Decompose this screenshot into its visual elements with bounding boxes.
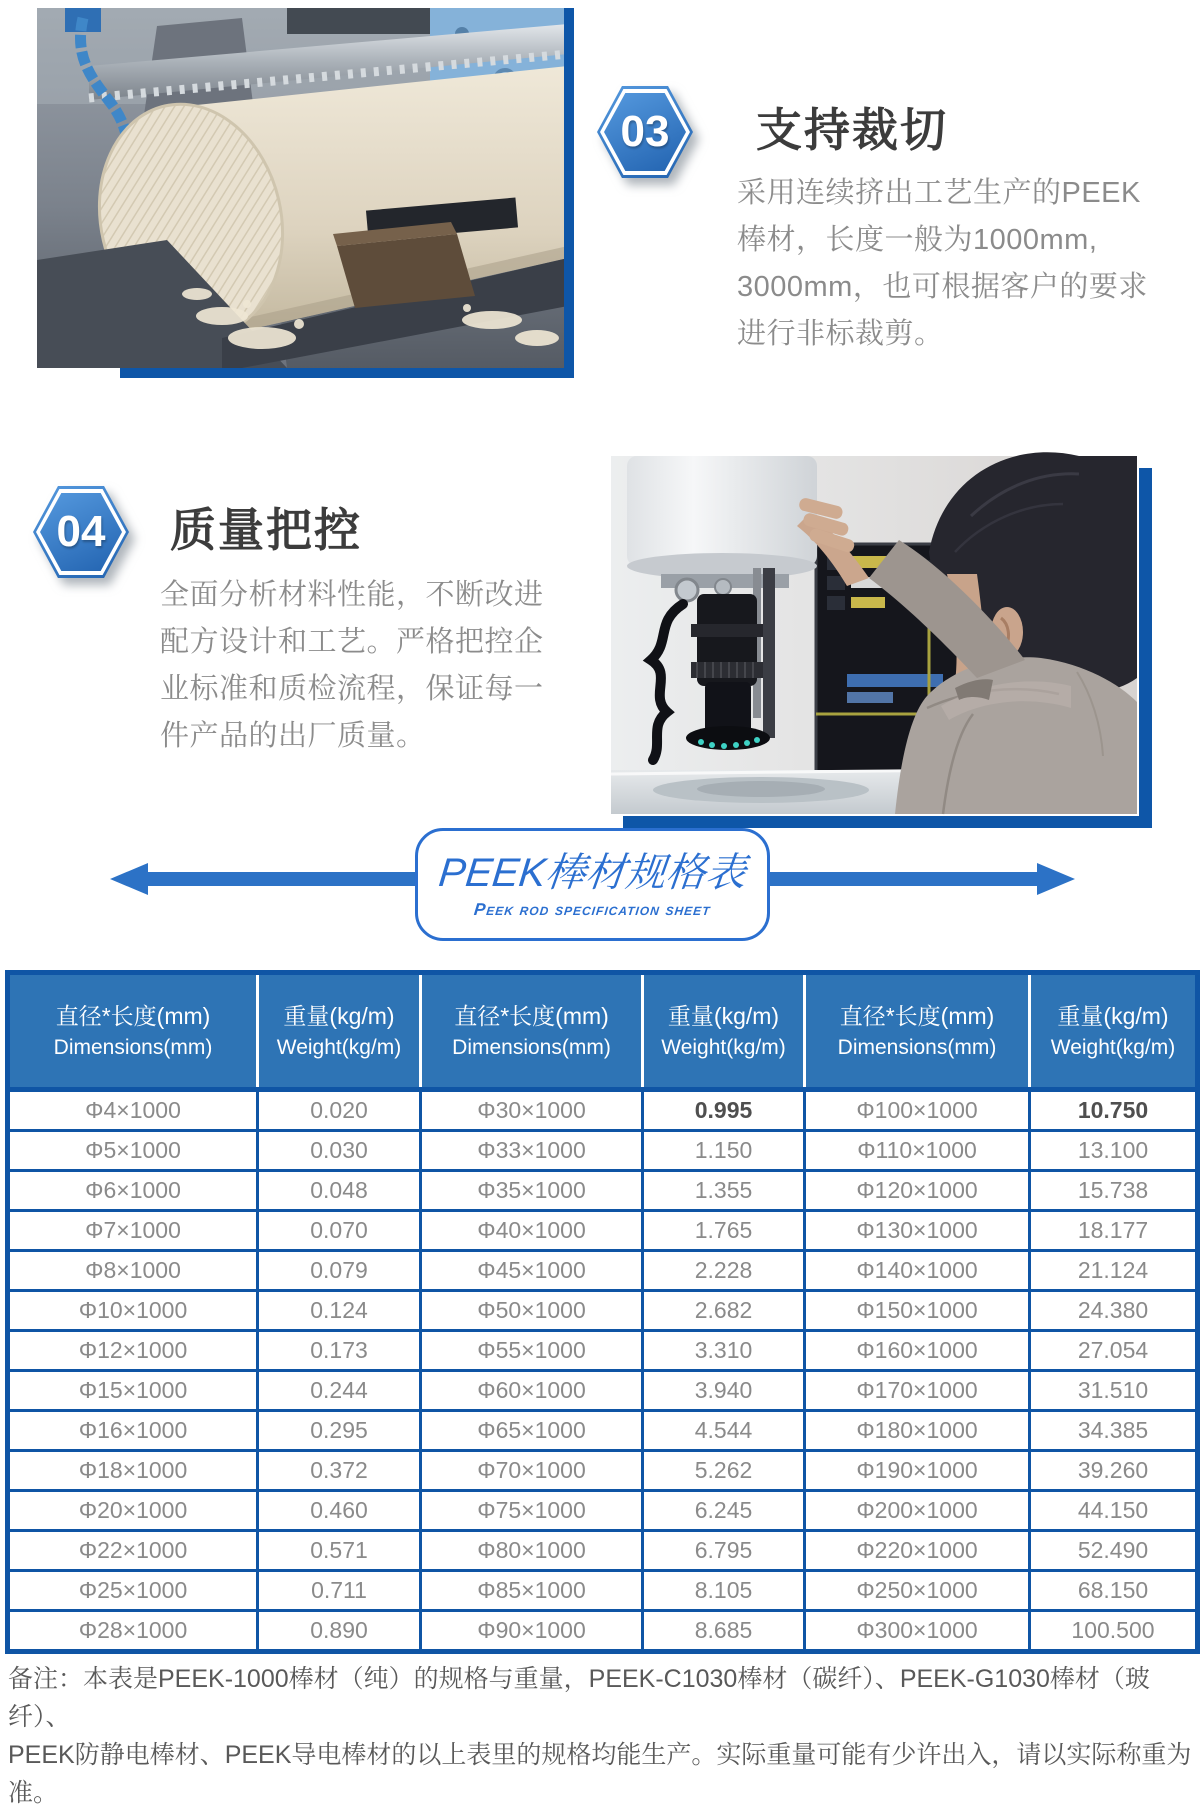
spec-row <box>8 1531 1198 1571</box>
dimension-cell: Φ25×1000 <box>8 1571 258 1611</box>
dimension-cell: Φ80×1000 <box>421 1531 643 1571</box>
dimension-cell: Φ18×1000 <box>8 1451 258 1491</box>
header-label-en: Dimensions(mm) <box>53 1035 213 1059</box>
weight-cell: 0.295 <box>258 1411 421 1451</box>
text-line: 进行非标裁剪。 <box>737 318 944 350</box>
section-body-quality <box>160 572 544 760</box>
weight-cell: 18.177 <box>1030 1211 1198 1251</box>
spec-row <box>8 1171 1198 1211</box>
weight-cell: 24.380 <box>1030 1291 1198 1331</box>
weight-cell: 1.150 <box>643 1131 805 1171</box>
weight-cell: 13.100 <box>1030 1131 1198 1171</box>
dimension-cell: Φ15×1000 <box>8 1371 258 1411</box>
dimension-cell: Φ150×1000 <box>805 1291 1030 1331</box>
col-header-weight <box>258 973 421 1090</box>
dimension-cell: Φ5×1000 <box>8 1131 258 1171</box>
dimension-cell: Φ16×1000 <box>8 1411 258 1451</box>
dimension-cell: Φ33×1000 <box>421 1131 643 1171</box>
table-footnote <box>8 1660 1198 1812</box>
weight-cell: 0.079 <box>258 1251 421 1291</box>
spec-row <box>8 1611 1198 1652</box>
inspection-photo-illustration <box>611 456 1137 814</box>
spec-table-body <box>8 1090 1198 1652</box>
dimension-cell: Φ35×1000 <box>421 1171 643 1211</box>
text-line: 3000mm，也可根据客户的要求 <box>737 271 1148 303</box>
dimension-cell: Φ8×1000 <box>8 1251 258 1291</box>
weight-cell: 0.460 <box>258 1491 421 1531</box>
header-label-zh: 直径*长度(mm) <box>839 1002 995 1029</box>
cutting-photo-illustration <box>37 8 568 368</box>
spec-row <box>8 1491 1198 1531</box>
weight-cell: 0.372 <box>258 1451 421 1491</box>
dimension-cell: Φ65×1000 <box>421 1411 643 1451</box>
weight-cell: 3.310 <box>643 1331 805 1371</box>
header-label-en: Dimensions(mm) <box>837 1035 997 1059</box>
dimension-cell: Φ75×1000 <box>421 1491 643 1531</box>
weight-cell: 10.750 <box>1030 1090 1198 1131</box>
spec-row <box>8 1211 1198 1251</box>
text-line: 业标准和质检流程，保证每一 <box>160 673 544 705</box>
col-header-weight <box>643 973 805 1090</box>
text-line: 配方设计和工艺。严格把控企 <box>160 626 544 658</box>
text-line: 棒材，长度一般为1000mm, <box>737 224 1098 256</box>
dimension-cell: Φ300×1000 <box>805 1611 1030 1652</box>
weight-cell: 1.355 <box>643 1171 805 1211</box>
text-line: 采用连续挤出工艺生产的PEEK <box>737 177 1141 209</box>
right-arrow-icon <box>770 861 1075 897</box>
header-label-en: Dimensions(mm) <box>452 1035 611 1059</box>
photo2-accent-bar-bottom <box>623 816 1152 828</box>
dimension-cell: Φ90×1000 <box>421 1611 643 1652</box>
dimension-cell: Φ40×1000 <box>421 1211 643 1251</box>
weight-cell: 0.571 <box>258 1531 421 1571</box>
dimension-cell: Φ10×1000 <box>8 1291 258 1331</box>
dimension-cell: Φ20×1000 <box>8 1491 258 1531</box>
weight-cell: 5.262 <box>643 1451 805 1491</box>
weight-cell: 15.738 <box>1030 1171 1198 1211</box>
spec-row <box>8 1451 1198 1491</box>
dimension-cell: Φ170×1000 <box>805 1371 1030 1411</box>
weight-cell: 8.685 <box>643 1611 805 1652</box>
step-number: 03 <box>620 107 670 156</box>
dimension-cell: Φ140×1000 <box>805 1251 1030 1291</box>
dimension-cell: Φ120×1000 <box>805 1171 1030 1211</box>
weight-cell: 0.020 <box>258 1090 421 1131</box>
weight-cell: 31.510 <box>1030 1371 1198 1411</box>
weight-cell: 68.150 <box>1030 1571 1198 1611</box>
weight-cell: 0.244 <box>258 1371 421 1411</box>
dimension-cell: Φ190×1000 <box>805 1451 1030 1491</box>
text-line: 备注：本表是PEEK-1000棒材（纯）的规格与重量，PEEK-C1030棒材（碳纤）、PEEK-G1030棒材（玻纤）、 <box>8 1665 1150 1731</box>
header-label-zh: 直径*长度(mm) <box>454 1002 609 1029</box>
weight-cell: 1.765 <box>643 1211 805 1251</box>
header-label-zh: 重量(kg/m) <box>283 1002 395 1029</box>
weight-cell: 52.490 <box>1030 1531 1198 1571</box>
photo1-accent-bar-right <box>564 8 574 378</box>
weight-cell: 0.030 <box>258 1131 421 1171</box>
dimension-cell: Φ45×1000 <box>421 1251 643 1291</box>
spec-row <box>8 1331 1198 1371</box>
dimension-cell: Φ160×1000 <box>805 1331 1030 1371</box>
spec-row <box>8 1571 1198 1611</box>
spec-table <box>5 970 1200 1654</box>
dimension-cell: Φ180×1000 <box>805 1411 1030 1451</box>
weight-cell: 2.228 <box>643 1251 805 1291</box>
header-label-en: Weight(kg/m) <box>276 1035 402 1059</box>
spec-sheet-subtitle: Peek rod specification sheet <box>473 899 712 919</box>
dimension-cell: Φ130×1000 <box>805 1211 1030 1251</box>
weight-cell: 6.245 <box>643 1491 805 1531</box>
spec-row <box>8 1291 1198 1331</box>
section-title-quality: 质量把控 <box>170 504 362 556</box>
dimension-cell: Φ6×1000 <box>8 1171 258 1211</box>
spec-table-head-row <box>8 973 1198 1090</box>
weight-cell: 39.260 <box>1030 1451 1198 1491</box>
col-header-dimensions <box>8 973 258 1090</box>
spec-row <box>8 1411 1198 1451</box>
dimension-cell: Φ250×1000 <box>805 1571 1030 1611</box>
header-label-zh: 重量(kg/m) <box>1057 1002 1169 1029</box>
dimension-cell: Φ7×1000 <box>8 1211 258 1251</box>
left-arrow-icon <box>110 861 415 897</box>
weight-cell: 0.173 <box>258 1331 421 1371</box>
weight-cell: 34.385 <box>1030 1411 1198 1451</box>
weight-cell: 0.711 <box>258 1571 421 1611</box>
spec-row <box>8 1090 1198 1131</box>
text-line: PEEK防静电棒材、PEEK导电棒材的以上表里的规格均能生产。实际重量可能有少许出入，请以实际称重为准。 <box>8 1741 1192 1807</box>
header-label-en: Weight(kg/m) <box>1050 1035 1176 1059</box>
weight-cell: 6.795 <box>643 1531 805 1571</box>
quality-inspection-photo <box>611 456 1137 814</box>
spec-row <box>8 1371 1198 1411</box>
weight-cell: 0.124 <box>258 1291 421 1331</box>
weight-cell: 100.500 <box>1030 1611 1198 1652</box>
dimension-cell: Φ50×1000 <box>421 1291 643 1331</box>
weight-cell: 8.105 <box>643 1571 805 1611</box>
dimension-cell: Φ85×1000 <box>421 1571 643 1611</box>
photo2-accent-bar-right <box>1139 468 1152 828</box>
text-line: 全面分析材料性能，不断改进 <box>160 579 544 611</box>
spec-row <box>8 1251 1198 1291</box>
step-badge-04 <box>33 486 129 578</box>
section-body-cutting <box>737 170 1148 358</box>
dimension-cell: Φ4×1000 <box>8 1090 258 1131</box>
weight-cell: 21.124 <box>1030 1251 1198 1291</box>
weight-cell: 3.940 <box>643 1371 805 1411</box>
dimension-cell: Φ200×1000 <box>805 1491 1030 1531</box>
col-header-dimensions <box>805 973 1030 1090</box>
dimension-cell: Φ30×1000 <box>421 1090 643 1131</box>
dimension-cell: Φ220×1000 <box>805 1531 1030 1571</box>
dimension-cell: Φ100×1000 <box>805 1090 1030 1131</box>
header-label-zh: 直径*长度(mm) <box>55 1002 211 1029</box>
col-header-weight <box>1030 973 1198 1090</box>
weight-cell: 44.150 <box>1030 1491 1198 1531</box>
step-number: 04 <box>56 507 106 556</box>
weight-cell: 0.070 <box>258 1211 421 1251</box>
step-badge-03 <box>597 86 693 178</box>
col-header-dimensions <box>421 973 643 1090</box>
photo1-accent-bar-bottom <box>120 368 574 378</box>
weight-cell: 0.890 <box>258 1611 421 1652</box>
weight-cell: 2.682 <box>643 1291 805 1331</box>
dimension-cell: Φ55×1000 <box>421 1331 643 1371</box>
weight-cell: 0.995 <box>643 1090 805 1131</box>
text-line: 件产品的出厂质量。 <box>160 720 426 752</box>
weight-cell: 0.048 <box>258 1171 421 1211</box>
cutting-process-photo <box>37 8 568 368</box>
weight-cell: 4.544 <box>643 1411 805 1451</box>
spec-sheet-banner <box>415 828 770 941</box>
dimension-cell: Φ22×1000 <box>8 1531 258 1571</box>
dimension-cell: Φ110×1000 <box>805 1131 1030 1171</box>
dimension-cell: Φ70×1000 <box>421 1451 643 1491</box>
dimension-cell: Φ12×1000 <box>8 1331 258 1371</box>
header-label-en: Weight(kg/m) <box>661 1035 786 1059</box>
spec-sheet-title: PEEK棒材规格表 <box>436 850 749 895</box>
dimension-cell: Φ28×1000 <box>8 1611 258 1652</box>
header-label-zh: 重量(kg/m) <box>667 1002 780 1029</box>
spec-row <box>8 1131 1198 1171</box>
dimension-cell: Φ60×1000 <box>421 1371 643 1411</box>
section-title-cutting: 支持裁切 <box>756 104 948 156</box>
weight-cell: 27.054 <box>1030 1331 1198 1371</box>
